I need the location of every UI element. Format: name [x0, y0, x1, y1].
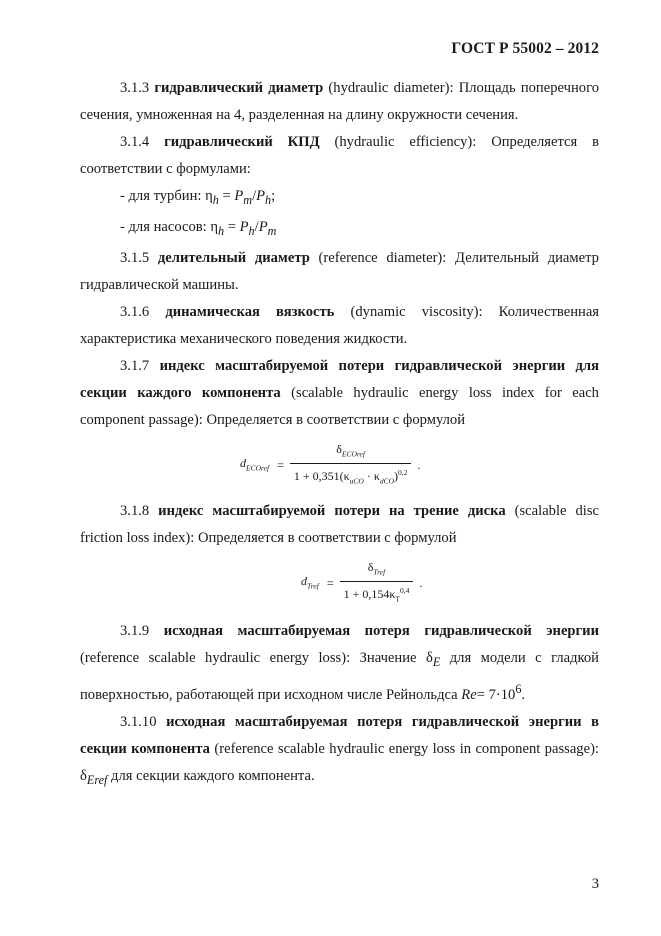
clause-3-1-3	[80, 75, 599, 129]
clause-term: исходная масштабируемая потеря гидравлической энергии в секции компонента	[80, 713, 599, 757]
power-symbol: P	[258, 218, 268, 235]
clause-3-1-4	[80, 129, 599, 183]
division-slash: /	[254, 218, 259, 235]
power-subscript: h	[248, 223, 255, 238]
power-symbol: P	[234, 188, 244, 204]
formula-lhs: $d_{Tref}$	[301, 573, 319, 590]
division-slash: /	[252, 188, 257, 204]
clause-3-1-6	[80, 299, 599, 353]
clause-text: (scalable disc friction loss index): Определяется в соответствии с формулой	[80, 502, 599, 546]
formula-numerator: $\delta_{Tref}$	[367, 559, 386, 577]
clause-text: (scalable hydraulic energy loss index for each component passage): Определяется в соответствии с формулой	[80, 384, 599, 428]
clause-3-1-10	[80, 709, 599, 794]
clause-number: 3.1.3	[120, 80, 150, 96]
clause-term: динамическая вязкость	[165, 303, 335, 320]
clause-number: 3.1.6	[120, 303, 150, 320]
clause-text: (dynamic viscosity): Количественная характеристика механического поведения жидкости.	[80, 303, 600, 347]
formula-fraction	[290, 442, 412, 489]
clause-term: индекс масштабируемой потери на трение диска	[158, 502, 506, 519]
clause-term: гидравлический диаметр	[154, 80, 324, 96]
formula-numerator: $\delta_{ECOref}$	[336, 441, 365, 459]
page-number: 3	[591, 876, 599, 892]
clause-text: для секции каждого компонента.	[107, 767, 315, 784]
exponent: 6	[515, 681, 522, 696]
clause-term: исходная масштабируемая потеря гидравлической энергии	[163, 622, 599, 639]
clause-number: 3.1.5	[120, 249, 150, 266]
reynolds-symbol: Re	[461, 686, 477, 703]
formula-period: .	[419, 576, 423, 591]
eta-symbol: η	[210, 218, 219, 235]
clause-term: гидравлический КПД	[164, 134, 320, 150]
clause-3-1-7	[80, 353, 599, 434]
clause-number: 3.1.8	[120, 502, 150, 519]
clause-text: (hydraulic efficiency): Определяется в соответствии с формулами:	[80, 134, 600, 177]
clause-text: (reference scalable hydraulic energy loss): Значение δ	[80, 649, 433, 666]
document-header: ГОСТ Р 55002 – 2012	[451, 40, 599, 57]
turbine-label: - для турбин:	[120, 188, 206, 204]
clause-text: для модели с гладкой поверхностью, работающей при исходном числе Рейнольдса	[80, 649, 599, 703]
clause-term: делительный диаметр	[157, 249, 310, 266]
formula-lhs: $d_{ECOref}$	[240, 455, 270, 472]
formula-d-tref	[80, 556, 599, 618]
pump-label: - для насосов:	[120, 218, 211, 235]
eta-subscript: h	[212, 192, 219, 207]
delta-subscript: E	[432, 654, 441, 669]
reynolds-value: = 7·10	[476, 686, 516, 703]
clause-3-1-5	[80, 245, 599, 299]
clause-number: 3.1.7	[120, 357, 150, 374]
formula-period: .	[417, 458, 421, 473]
eta-symbol: η	[205, 188, 213, 204]
formula-fraction	[340, 560, 414, 607]
formula-denominator: $1 + 0,351(\kappa_{uCO} \cdot \kappa_{dCO})^{0,2}$	[290, 463, 412, 488]
power-symbol: P	[239, 218, 249, 235]
period: .	[521, 686, 526, 703]
semicolon: ;	[271, 188, 276, 204]
formula-equals: =	[277, 458, 284, 473]
power-subscript: m	[243, 192, 253, 207]
clause-text: (reference diameter): Делительный диаметр гидравлической машины.	[80, 249, 599, 293]
clause-text: (reference scalable hydraulic energy loss in component passage): δ	[80, 740, 599, 784]
power-subscript: m	[267, 223, 277, 238]
power-symbol: P	[256, 188, 266, 204]
clause-number: 3.1.4	[120, 134, 150, 150]
formula-d-ecoref	[80, 438, 599, 498]
clause-number: 3.1.9	[120, 622, 150, 639]
clause-3-1-9	[80, 618, 599, 709]
pump-formula-line	[80, 214, 599, 245]
eta-subscript: h	[218, 223, 225, 238]
formula-equals: =	[326, 576, 334, 591]
clause-3-1-8	[80, 498, 599, 552]
formula-denominator: $1 + 0,154\kappa_T^{0,4}$	[340, 581, 414, 606]
power-subscript: h	[265, 192, 272, 207]
clause-number: 3.1.10	[120, 713, 157, 730]
equals-sign: =	[224, 218, 240, 235]
delta-subscript: Eref	[86, 772, 108, 787]
clause-term: индекс масштабируемой потери гидравлической энергии для секции каждого компонента	[80, 357, 599, 401]
equals-sign: =	[218, 188, 235, 204]
clause-text: (hydraulic diameter): Площадь поперечного сечения, умноженная на 4, разделенная на длину окружности сечения.	[80, 80, 599, 123]
turbine-formula-line	[80, 183, 599, 214]
document-body	[80, 75, 599, 793]
